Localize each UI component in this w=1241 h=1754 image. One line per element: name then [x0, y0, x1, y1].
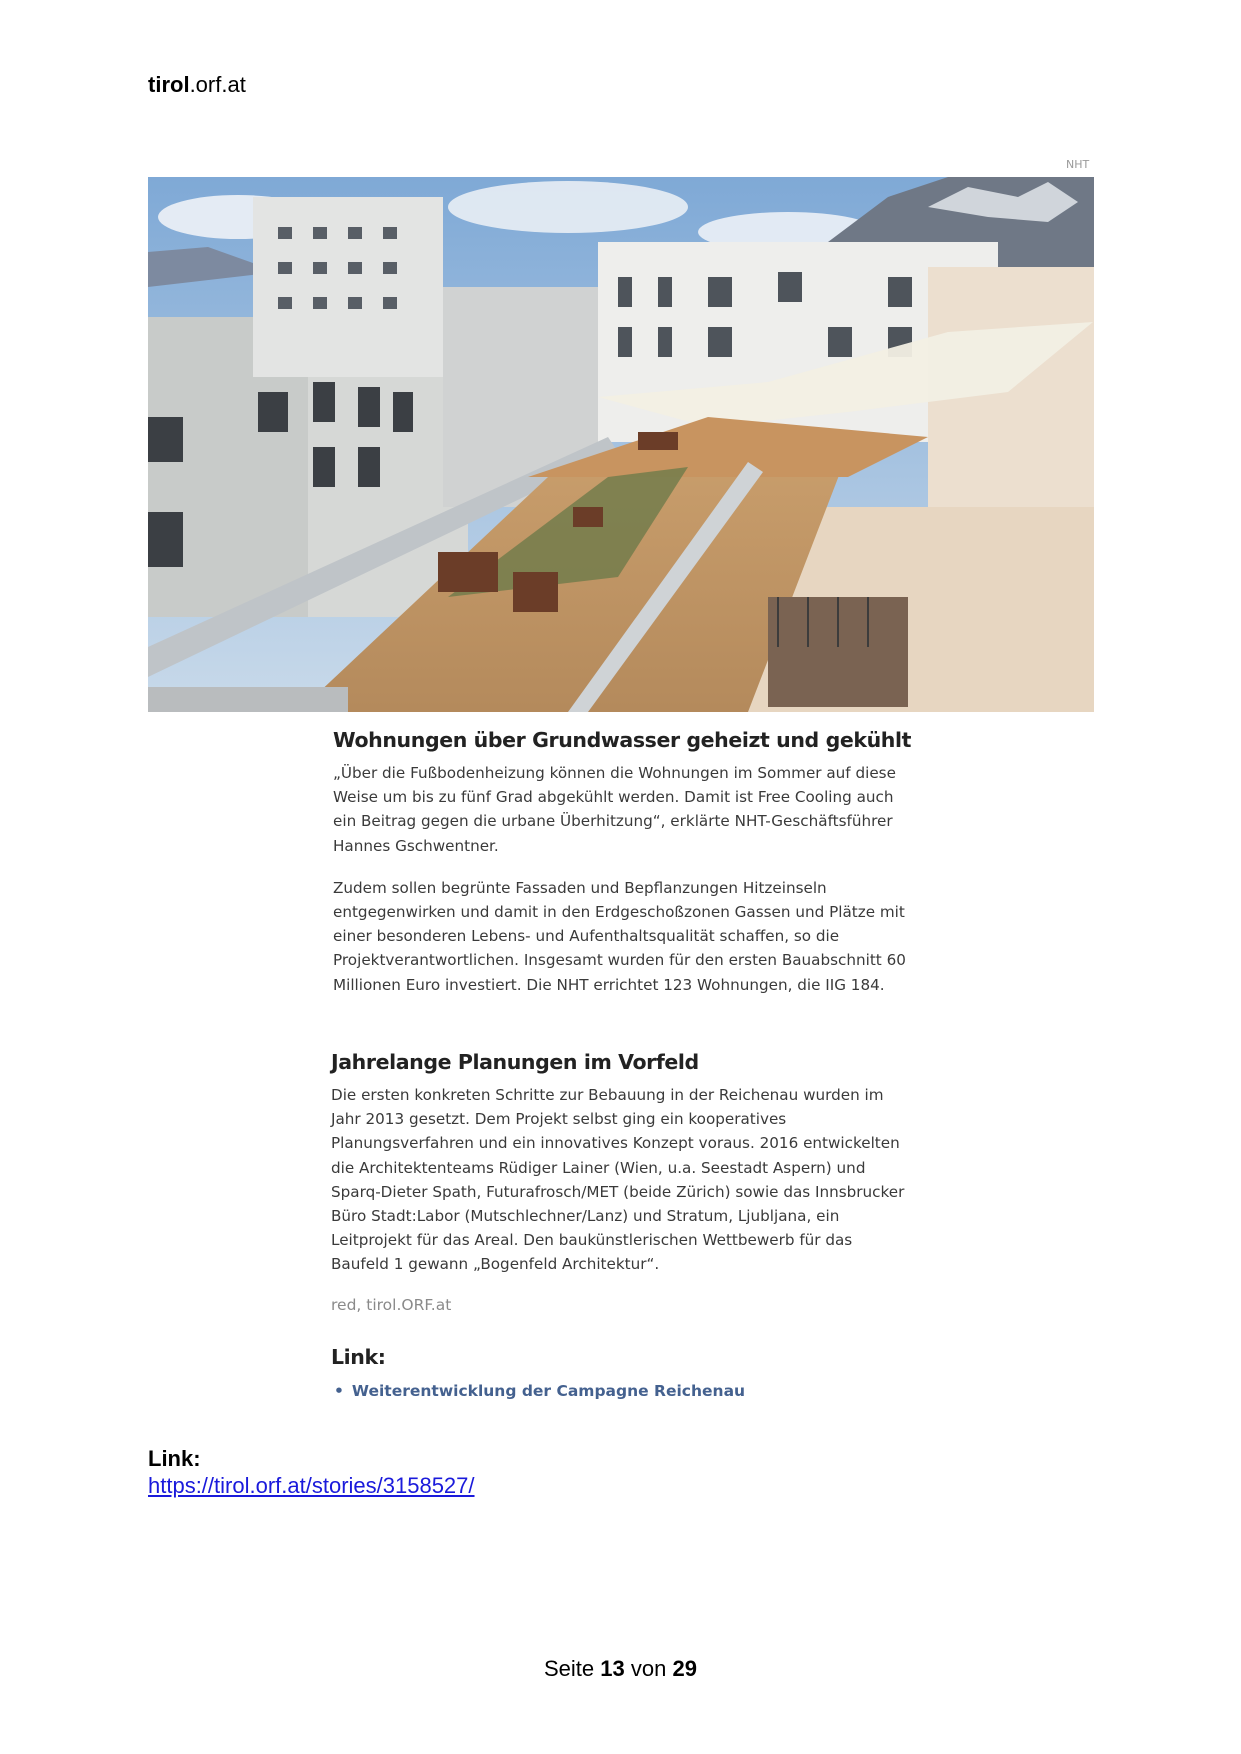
- source-url-link[interactable]: https://tirol.orf.at/stories/3158527/: [148, 1473, 475, 1498]
- photo-credit: NHT: [1066, 158, 1090, 171]
- paragraph-planungen: Die ersten konkreten Schritte zur Bebauung in der Reichenau wurden im Jahr 2013 gesetzt. Dem Projekt selbst ging ein kooperatives Planungsverfahren und ein innovatives Konzept voraus. 2016 entwickelten die Architektenteams Rüdiger Lainer (Wien, u.a. Seestadt Aspern) und Sparq-Dieter Spath, Futurafrosch/MET (beide Zürich) sowie das Innsbrucker Büro Stadt:Labor (Mutschlechner/Lanz) und Stratum, Ljubljana, ein Leitprojekt für das Areal. Den baukünstlerischen Wettbewerb für das Baufeld 1 gewann „Bogenfeld Architektur“.: [331, 1086, 905, 1274]
- site-header: [148, 72, 246, 98]
- page-number: [0, 1656, 1241, 1682]
- page-prefix: Seite: [544, 1656, 595, 1681]
- article-source: red, tirol.ORF.at: [331, 1296, 452, 1314]
- page-current: 13: [600, 1656, 625, 1681]
- section-heading-grundwasser: Wohnungen über Grundwasser geheizt und gekühlt: [333, 728, 911, 752]
- section-heading-planungen: Jahrelange Planungen im Vorfeld: [331, 1050, 699, 1074]
- paragraph-free-cooling: „Über die Fußbodenheizung können die Wohnungen im Sommer auf diese Weise um bis zu fünf Grad abgekühlt werden. Damit ist Free Cooling auch ein Beitrag gegen die urbane Überhitzung“, erklärte NHT-Geschäftsführer Hannes Gschwentner.: [333, 764, 896, 855]
- footer-link-label: Link:: [148, 1446, 201, 1471]
- page-mid: von: [630, 1656, 667, 1681]
- link-heading: Link:: [331, 1345, 386, 1369]
- article-body: [331, 728, 913, 1400]
- site-name-bold: tirol: [148, 72, 190, 97]
- article-photo: [148, 177, 1094, 712]
- paragraph-fassaden: Zudem sollen begrünte Fassaden und Bepflanzungen Hitzeinseln entgegenwirken und damit in den Erdgeschoßzonen Gassen und Plätze mit einer besonderen Lebens- und Aufenthaltsqualität schaffen, so die Projektverantwortlichen. Insgesamt wurden für den ersten Bauabschnitt 60 Millionen Euro investiert. Die NHT errichtet 123 Wohnungen, die IIG 184.: [333, 878, 906, 994]
- page-total: 29: [672, 1656, 697, 1681]
- related-link-text[interactable]: Weiterentwicklung der Campagne Reichenau: [351, 1382, 746, 1400]
- site-name-rest: .orf.at: [189, 72, 246, 97]
- bullet: •: [334, 1382, 344, 1400]
- related-link[interactable]: [334, 1382, 745, 1400]
